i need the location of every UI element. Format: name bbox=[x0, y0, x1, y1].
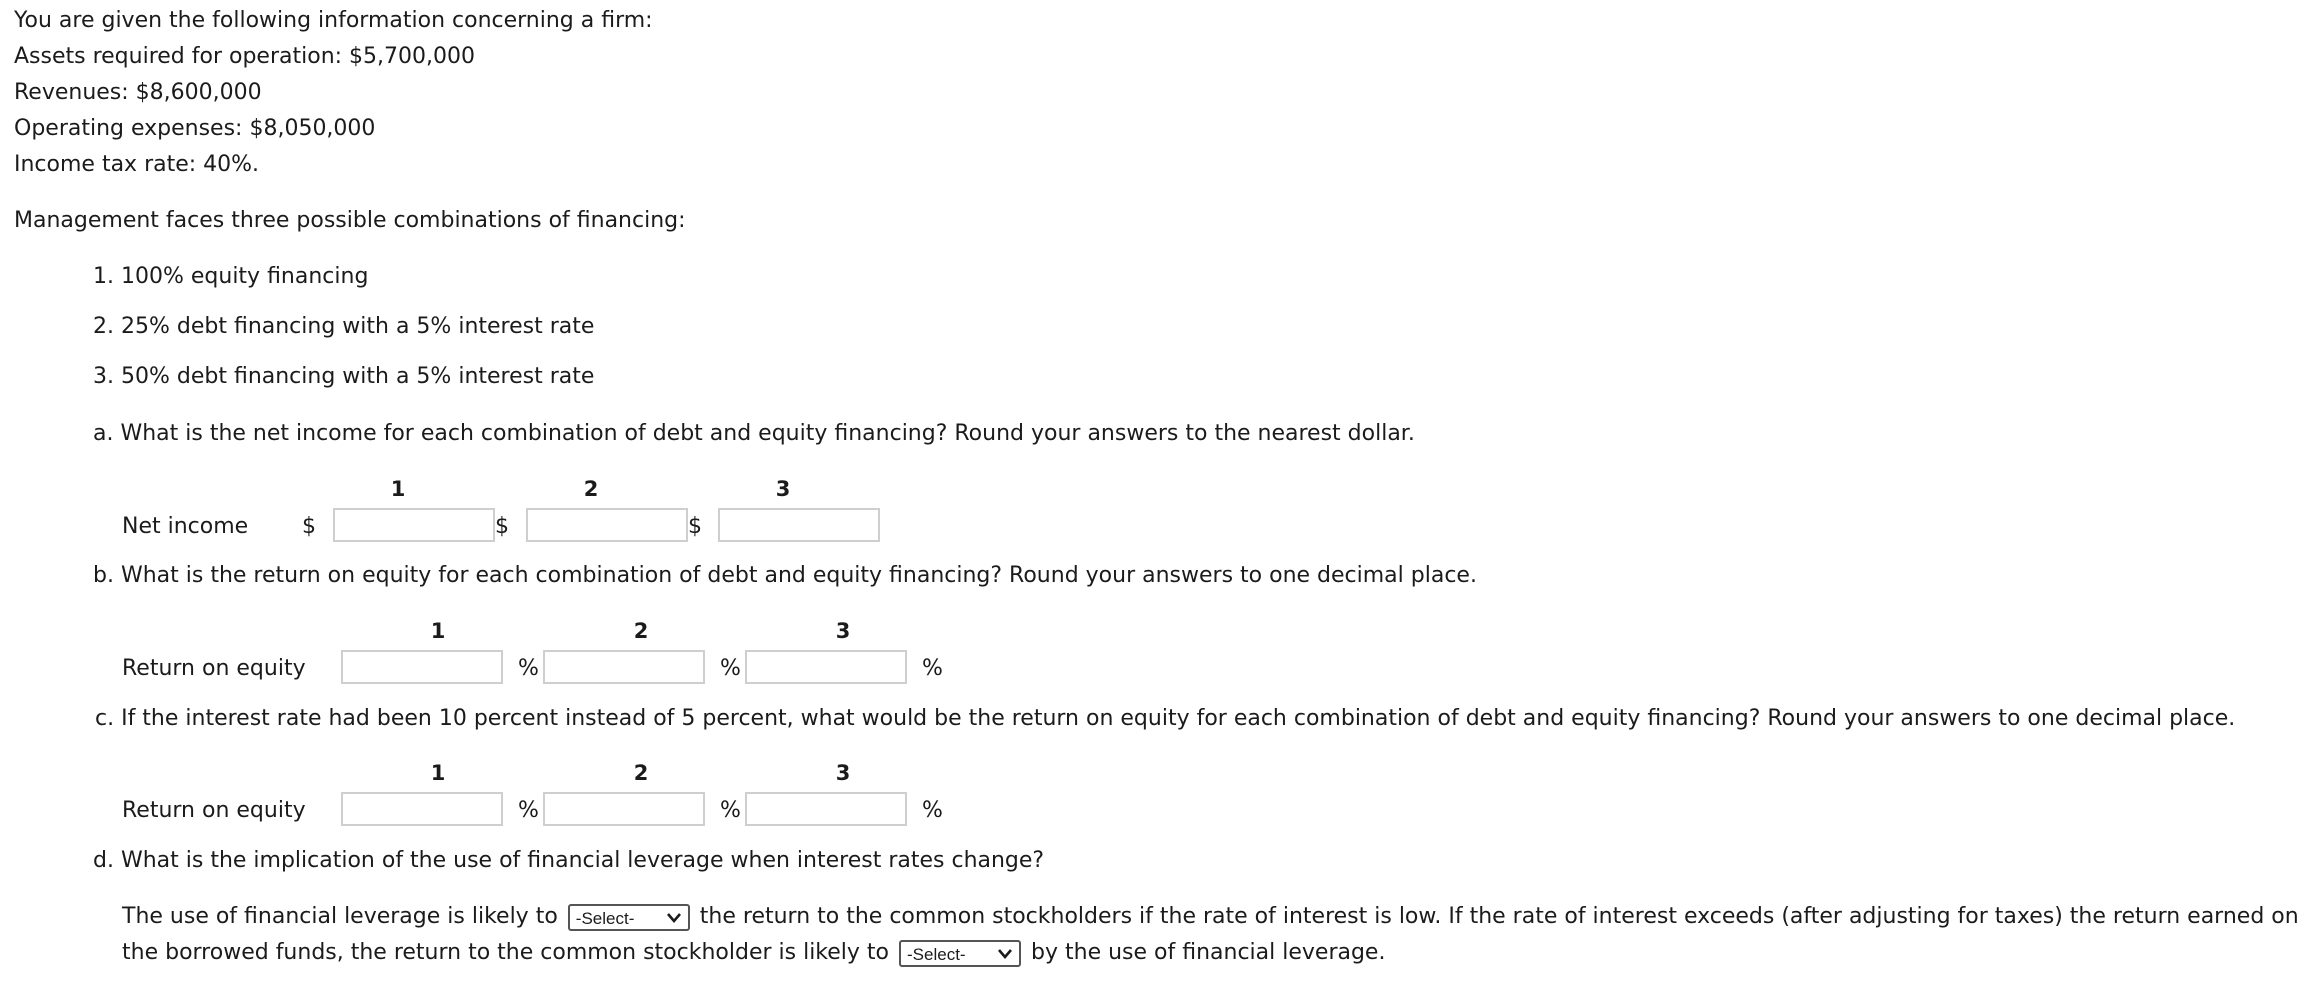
fact-operating-expenses: Operating expenses: $8,050,000 bbox=[14, 116, 376, 141]
roe-input-2[interactable] bbox=[543, 650, 705, 684]
percent-sign: % bbox=[720, 656, 741, 681]
financing-option-2: 2. 25% debt financing with a 5% interest rate bbox=[93, 314, 595, 339]
currency-symbol: $ bbox=[302, 514, 316, 539]
col-header-3: 3 bbox=[835, 761, 851, 785]
roe-label: Return on equity bbox=[122, 656, 306, 681]
net-income-input-1[interactable] bbox=[333, 508, 495, 542]
leverage-sentence-line-1 bbox=[122, 903, 2299, 930]
question-c: c. If the interest rate had been 10 percent instead of 5 percent, what would be the return on equity for each combination of debt and equity financing? Round your answers to one decimal place. bbox=[95, 706, 2236, 731]
intro-heading: You are given the following information concerning a firm: bbox=[14, 8, 653, 33]
roe-10pct-input-3[interactable] bbox=[745, 792, 907, 826]
col-header-2: 2 bbox=[583, 477, 599, 501]
leverage-sentence-line-2 bbox=[122, 939, 1385, 966]
col-header-1: 1 bbox=[430, 619, 446, 643]
financing-option-3: 3. 50% debt financing with a 5% interest rate bbox=[93, 364, 595, 389]
col-header-2: 2 bbox=[633, 761, 649, 785]
fact-tax-rate: Income tax rate: 40%. bbox=[14, 152, 260, 177]
chevron-down-icon bbox=[997, 948, 1013, 960]
percent-sign: % bbox=[720, 798, 741, 823]
col-header-3: 3 bbox=[775, 477, 791, 501]
roe-10pct-input-2[interactable] bbox=[543, 792, 705, 826]
question-b: b. What is the return on equity for each combination of debt and equity financing? Round your answers to one decimal place. bbox=[93, 563, 1477, 588]
col-header-3: 3 bbox=[835, 619, 851, 643]
roe-label: Return on equity bbox=[122, 798, 306, 823]
leverage-effect-low-rate-select[interactable] bbox=[568, 904, 690, 931]
question-a: a. What is the net income for each combination of debt and equity financing? Round your answers to the nearest dollar. bbox=[93, 421, 1415, 446]
net-income-input-2[interactable] bbox=[526, 508, 688, 542]
question-d: d. What is the implication of the use of financial leverage when interest rates change? bbox=[93, 848, 1045, 873]
col-header-1: 1 bbox=[430, 761, 446, 785]
col-header-2: 2 bbox=[633, 619, 649, 643]
net-income-label: Net income bbox=[122, 514, 249, 539]
select-value: -Select- bbox=[907, 944, 966, 964]
roe-input-1[interactable] bbox=[341, 650, 503, 684]
chevron-down-icon bbox=[666, 912, 682, 924]
percent-sign: % bbox=[518, 656, 539, 681]
roe-10pct-input-1[interactable] bbox=[341, 792, 503, 826]
fact-revenues: Revenues: $8,600,000 bbox=[14, 80, 262, 105]
currency-symbol: $ bbox=[688, 514, 702, 539]
leverage-effect-high-rate-select[interactable] bbox=[899, 940, 1021, 967]
financing-intro: Management faces three possible combinations of financing: bbox=[14, 208, 686, 233]
fact-assets: Assets required for operation: $5,700,000 bbox=[14, 44, 476, 69]
percent-sign: % bbox=[922, 798, 943, 823]
percent-sign: % bbox=[922, 656, 943, 681]
roe-input-3[interactable] bbox=[745, 650, 907, 684]
sentence-text: the return to the common stockholders if the rate of interest is low. If the rate of interest exceeds (after adjusting for taxes) the return earned on bbox=[699, 904, 2299, 929]
financing-option-1: 1. 100% equity financing bbox=[93, 264, 369, 289]
sentence-text: by the use of financial leverage. bbox=[1031, 940, 1386, 965]
sentence-text: the borrowed funds, the return to the common stockholder is likely to bbox=[122, 940, 890, 965]
percent-sign: % bbox=[518, 798, 539, 823]
sentence-text: The use of financial leverage is likely to bbox=[122, 904, 558, 929]
select-value: -Select- bbox=[575, 908, 635, 928]
col-header-1: 1 bbox=[390, 477, 406, 501]
net-income-input-3[interactable] bbox=[718, 508, 880, 542]
currency-symbol: $ bbox=[495, 514, 509, 539]
